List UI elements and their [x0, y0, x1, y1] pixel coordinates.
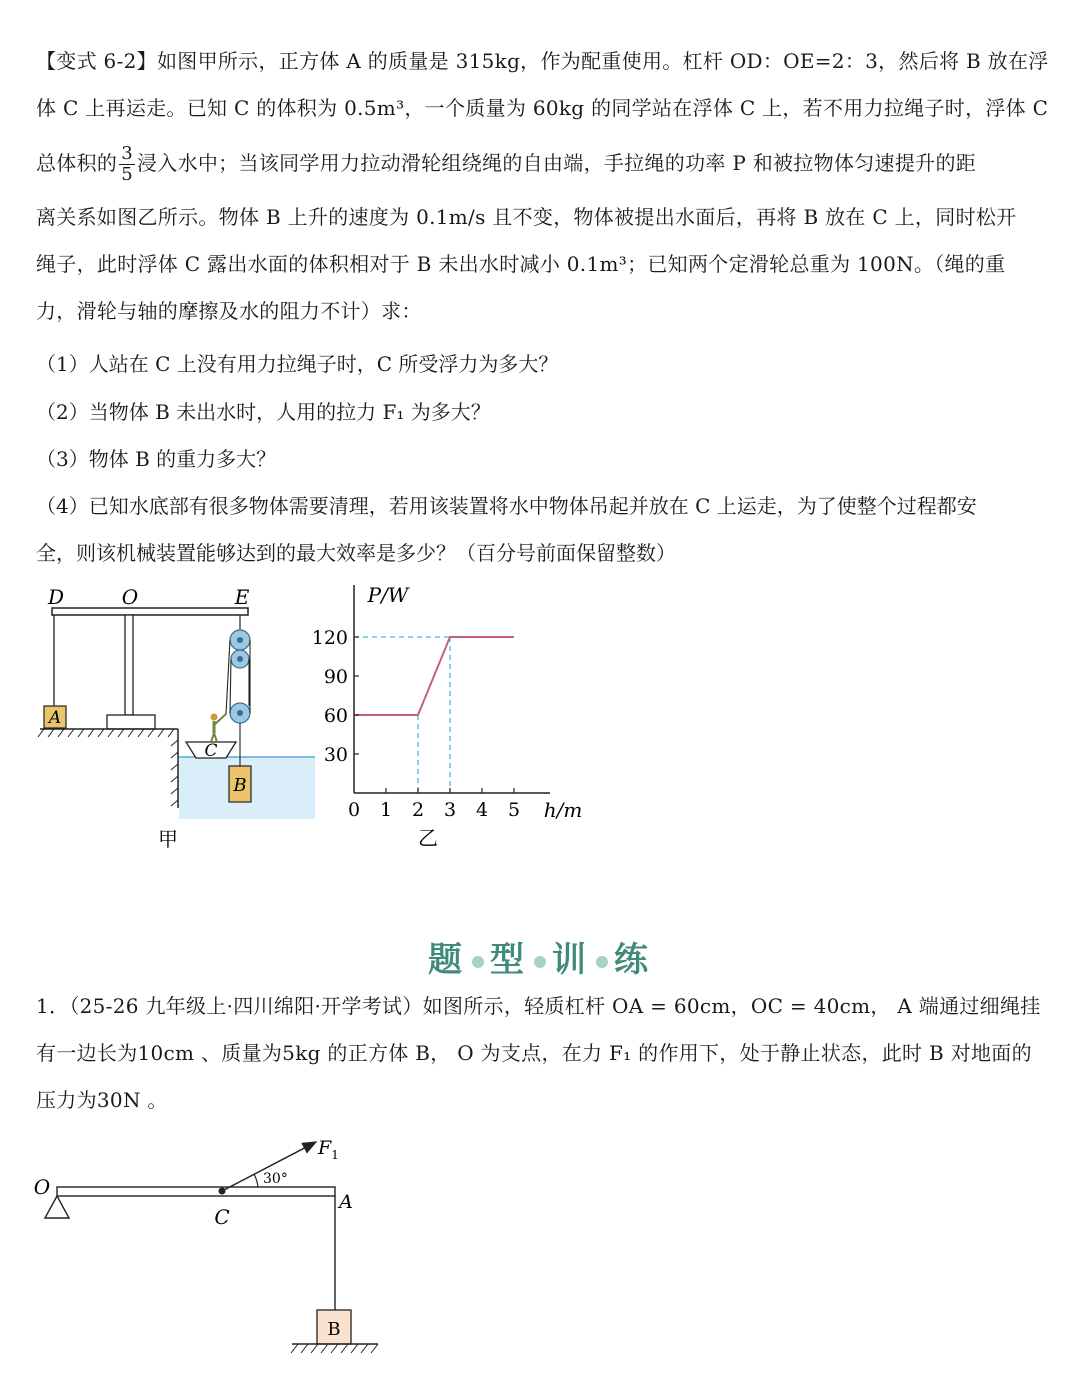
x-tick-label: 1: [379, 799, 393, 821]
problem-line-5: 绳子，此时浮体 C 露出水面的体积相对于 B 未出水时减小 0.1m³；已知两个定滑轮总重为 100N。（绳的重: [36, 252, 1006, 276]
figure-jia: [30, 580, 320, 860]
question-4-line-1: （4）已知水底部有很多物体需要清理，若用该装置将水中物体吊起并放在 C 上运走，为了使整个过程都安: [36, 494, 977, 518]
power-curve: [354, 637, 514, 715]
section-title: [0, 932, 1080, 981]
section-dot-icon: [534, 956, 546, 968]
section-char-3: 训: [552, 940, 590, 980]
y-tick-label: 120: [311, 627, 348, 649]
x-tick-label: 4: [475, 799, 489, 821]
figure-lever: [30, 1130, 400, 1360]
y-tick-label: 90: [323, 666, 348, 688]
problem1-line-3: 压力为30N 。: [36, 1088, 168, 1112]
fraction: $\frac{3}{5}$: [121, 143, 133, 185]
section-dot-icon: [472, 956, 484, 968]
problem-line-1: 【变式 6-2】如图甲所示，正方体 A 的质量是 315kg，作为配重使用。杠杆 OD：OE=2：3，然后将 B 放在浮: [36, 49, 1049, 73]
x-tick-label: 3: [443, 799, 457, 821]
problem-tag: 【变式 6-2】: [36, 49, 157, 73]
caption-yi: 乙: [418, 826, 438, 850]
label-c-lever: C: [214, 1205, 230, 1229]
label-d: D: [47, 585, 65, 609]
label-block-b: B: [233, 775, 247, 796]
problem-6-2: [36, 38, 1049, 335]
y-tick-label: 30: [323, 744, 348, 766]
chart-yi: [310, 575, 600, 860]
label-o: O: [121, 585, 139, 609]
section-char-2: 型: [490, 940, 528, 980]
label-o-lever: O: [33, 1175, 51, 1199]
chart-ticks: [312, 627, 520, 821]
label-a-lever: A: [339, 1191, 353, 1213]
section-char-1: 题: [428, 940, 466, 980]
angle-arc: [254, 1174, 258, 1187]
section-char-4: 练: [614, 940, 652, 980]
x-tick-label: 5: [507, 799, 521, 821]
lever-bar: [57, 1187, 335, 1196]
caption-jia: 甲: [158, 827, 178, 851]
x-tick-label: 2: [411, 799, 425, 821]
label-b-lever: B: [327, 1319, 341, 1340]
problem-line-6: 力，滑轮与轴的摩擦及水的阻力不计）求：: [36, 299, 422, 323]
person-icon: [211, 714, 227, 743]
label-e: E: [234, 585, 250, 609]
problem-line-2: 体 C 上再运走。已知 C 的体积为 0.5m³，一个质量为 60kg 的同学站在浮体 C 上，若不用力拉绳子时，浮体 C: [36, 96, 1049, 120]
chart-ylabel: P/W: [367, 583, 409, 607]
chart-axes: [354, 585, 550, 793]
problem1-line-2: 有一边长为10cm 、质量为5kg 的正方体 B， O 为支点，在力 F₁ 的作用下，处于静止状态，此时 B 对地面的: [36, 1041, 1032, 1065]
label-block-a: A: [48, 708, 62, 728]
section-dot-icon: [596, 956, 608, 968]
problem-line-4: 离关系如图乙所示。物体 B 上升的速度为 0.1m/s 且不变，物体被提出水面后，再将 B 放在 C 上，同时松开: [36, 205, 1017, 229]
question-1: （1）人站在 C 上没有用力拉绳子时，C 所受浮力为多大？: [36, 352, 559, 376]
pivot-base: [107, 715, 155, 729]
fulcrum-icon: [45, 1196, 69, 1218]
lever-beam: [52, 608, 248, 615]
problem-1: [36, 983, 1046, 1124]
label-f: $F_1$: [318, 1137, 339, 1162]
pivot-post: [125, 615, 133, 715]
question-4-line-2: 全，则该机械装置能够达到的最大效率是多少？（百分号前面保留整数）: [36, 541, 676, 565]
x-tick-label: 0: [347, 799, 361, 821]
label-float-c: C: [204, 741, 218, 761]
ground-hatch: [291, 1344, 378, 1353]
y-tick-label: 60: [323, 705, 348, 727]
problem1-line-1: 1．（25-26 九年级上·四川绵阳·开学考试）如图所示，轻质杠杆 OA = 60cm，OC = 40cm， A 端通过细绳挂: [36, 994, 1041, 1018]
question-2: （2）当物体 B 未出水时，人用的拉力 F₁ 为多大？: [36, 400, 491, 424]
angle-label: 30°: [263, 1171, 288, 1187]
chart-xlabel: h/m: [543, 798, 583, 822]
question-3: （3）物体 B 的重力多大？: [36, 447, 277, 471]
problem-line-3: 总体积的 $\frac{3}{5}$ 浸入水中；当该同学用力拉动滑轮组绕绳的自由端，手拉绳的功率 P 和被拉物体匀速提升的距: [36, 143, 977, 185]
